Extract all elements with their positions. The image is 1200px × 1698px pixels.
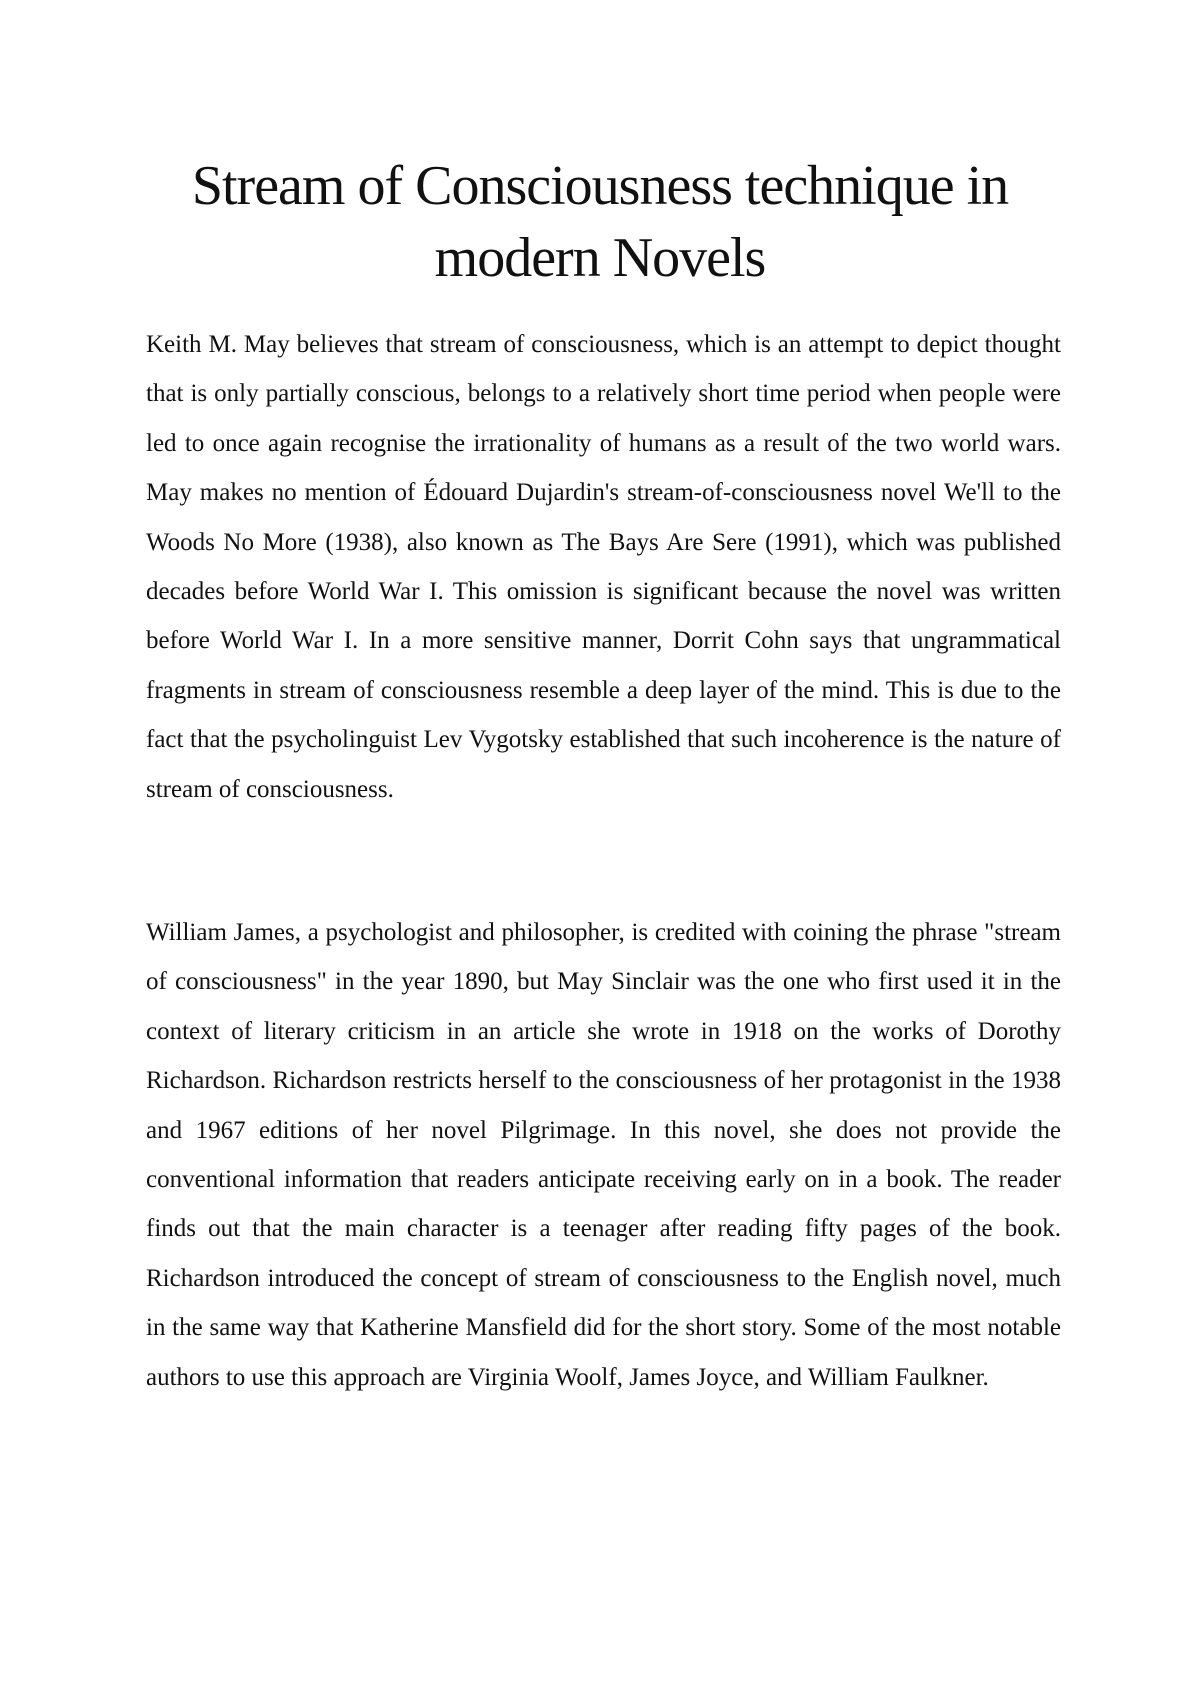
paragraph-2: William James, a psychologist and philosopher, is credited with coining the phrase "stream of consciousness" in the year 1890, but May Sinclair was the one who first used it in the context of literary criticism in an article she wrote in 1918 on the works of Dorothy Richardson. Richardson restricts herself to the consciousness of her protagonist in the 1938 and 1967 editions of her novel Pilgrimage. In this novel, she does not provide the conventional information that readers anticipate receiving early on in a book. The reader finds out that the main character is a teenager after reading fifty pages of the book. Richardson introduced the concept of stream of consciousness to the English novel, much in the same way that Katherine Mansfield did for the short story. Some of the most notable authors to use this approach are Virginia Woolf, James Joyce, and William Faulkner. [146,919,1061,1391]
document-title: Stream of Consciousness technique in modern Novels [191,155,1009,289]
paragraph-1: Keith M. May believes that stream of consciousness, which is an attempt to depict thought that is only partially conscious, belongs to a relatively short time period when people were led to once again recognise the irrationality of humans as a result of the two world wars. May makes no mention of Édouard Dujardin's stream-of-consciousness novel We'll to the Woods No More (1938), also known as The Bays Are Sere (1991), which was published decades before World War I. This omission is significant because the novel was written before World War I. In a more sensitive manner, Dorrit Cohn says that ungrammatical fragments in stream of consciousness resemble a deep layer of the mind. This is due to the fact that the psycholinguist Lev Vygotsky established that such incoherence is the nature of stream of consciousness. [146,331,1061,803]
